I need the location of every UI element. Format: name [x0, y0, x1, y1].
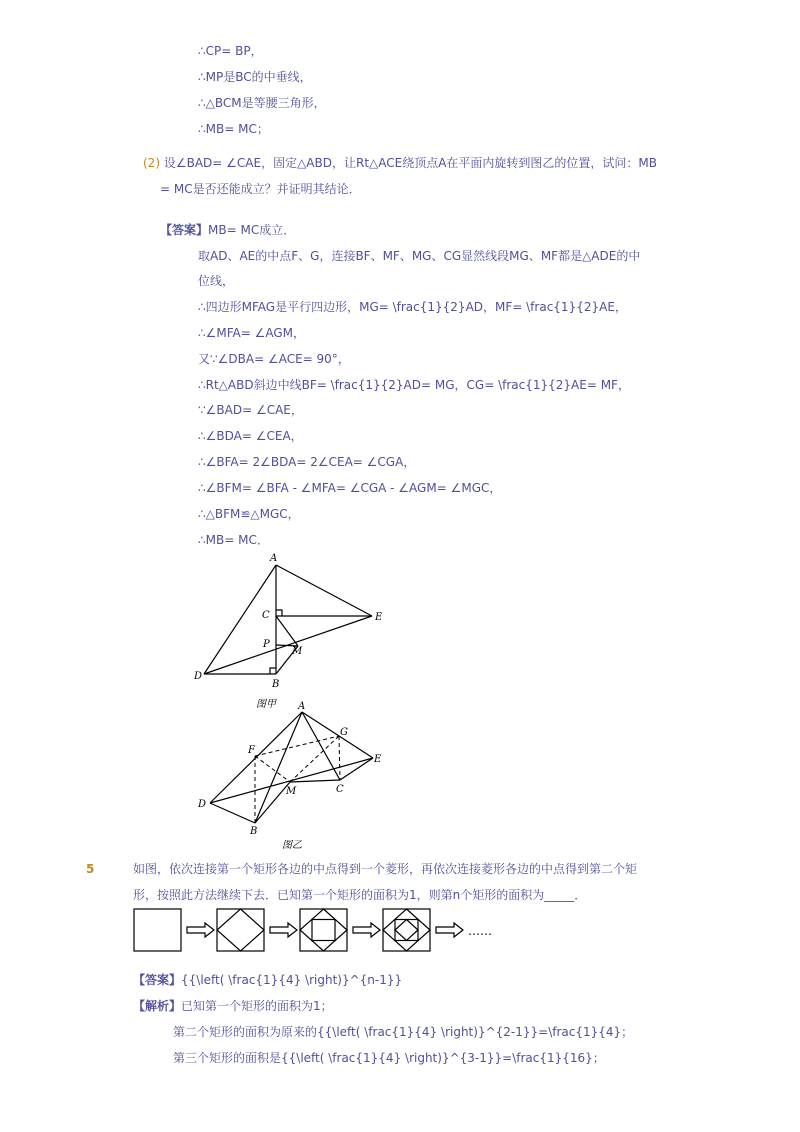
- proof-line: ∴MB= MC；: [198, 122, 269, 136]
- label-B: B: [250, 826, 258, 837]
- label-C: C: [336, 784, 344, 795]
- answer-line: 又∵∠DBA= ∠ACE= 90°，: [198, 352, 350, 366]
- answer-line: ∴Rt△ABD斜边中线BF= \frac{1}{2}AD= MG，CG= \frac{1}{2}AE= MF，: [198, 378, 630, 392]
- question-2-label: (2): [143, 156, 160, 170]
- figure-caption: 图甲: [256, 699, 276, 710]
- answer-line: 位线，: [198, 274, 235, 288]
- answer-tag: 【答案】: [160, 223, 209, 237]
- label-A: A: [298, 701, 306, 712]
- arrow-icon: [353, 923, 380, 937]
- label-M: M: [286, 786, 297, 797]
- proof-line: ∴MP是BC的中垂线，: [198, 70, 312, 84]
- question-2-line1: 设∠BAD= ∠CAE，固定△ABD，让Rt△ACE绕顶点A在平面内旋转到图乙的位置，试问：MB: [163, 156, 658, 170]
- label-E: E: [375, 612, 383, 623]
- answer-tag: 【答案】: [133, 973, 182, 987]
- answer-line: ∴四边形MFAG是平行四边形，MG= \frac{1}{2}AD，MF= \frac{1}{2}AE，: [198, 300, 627, 314]
- analysis-line: 第二个矩形的面积为原来的{{\left( \frac{1}{4} \right)}^{2-1}}=\frac{1}{4}；: [173, 1025, 634, 1039]
- question-number: 5: [86, 862, 95, 876]
- arrow-icon: [270, 923, 297, 937]
- answer-2-head: [160, 222, 295, 238]
- answer-2-conclusion: MB= MC成立．: [208, 223, 296, 237]
- proof-line: ∴CP= BP，: [198, 44, 263, 58]
- nested-rectangles-figure: [130, 905, 500, 955]
- ellipsis: ……: [468, 924, 492, 938]
- label-A: A: [270, 553, 278, 564]
- answer-line: 取AD、AE的中点F、G，连接BF、MF、MG、CG显然线段MG、MF都是△ADE的中: [198, 249, 641, 263]
- label-G: G: [340, 727, 348, 738]
- label-B: B: [272, 679, 280, 690]
- arrow-icon: [436, 923, 463, 937]
- answer-line: ∴∠MFA= ∠AGM，: [198, 326, 306, 340]
- answer-line: ∴∠BDA= ∠CEA，: [198, 429, 303, 443]
- figure-yi: [190, 700, 400, 855]
- question-5-line1: 如图，依次连接第一个矩形各边的中点得到一个菱形，再依次连接菱形各边的中点得到第二个矩: [133, 862, 638, 876]
- figure-caption: 图乙: [282, 840, 302, 851]
- figure-jia: [190, 550, 390, 715]
- answer-5-formula: {{\left( \frac{1}{4} \right)}^{n-1}}: [181, 973, 403, 987]
- analysis-5: [133, 998, 333, 1014]
- answer-line: ∵∠BAD= ∠CAE，: [198, 403, 303, 417]
- question-2: [143, 155, 657, 171]
- question-5-line2: 形，按照此方法继续下去．已知第一个矩形的面积为1，则第n个矩形的面积为_____．: [133, 888, 587, 902]
- proof-line: ∴△BCM是等腰三角形，: [198, 96, 326, 110]
- label-F: F: [248, 745, 255, 756]
- label-P: P: [263, 639, 270, 650]
- label-C: C: [262, 610, 270, 621]
- answer-line: ∴∠BFM= ∠BFA - ∠MFA= ∠CGA - ∠AGM= ∠MGC，: [198, 481, 502, 495]
- label-M: M: [292, 646, 303, 657]
- analysis-tag: 【解析】: [133, 999, 182, 1013]
- label-D: D: [194, 671, 203, 682]
- answer-line: ∴∠BFA= 2∠BDA= 2∠CEA= ∠CGA，: [198, 455, 416, 469]
- analysis-5-text: 已知第一个矩形的面积为1；: [181, 999, 333, 1013]
- answer-line: ∴MB= MC．: [198, 533, 269, 547]
- analysis-line: 第三个矩形的面积是{{\left( \frac{1}{4} \right)}^{3-1}}=\frac{1}{16}；: [173, 1051, 605, 1065]
- label-D: D: [198, 799, 207, 810]
- arrow-icon: [187, 923, 214, 937]
- answer-line: ∴△BFM≌△MGC，: [198, 507, 300, 521]
- answer-5: [133, 972, 402, 988]
- question-2-line2: = MC是否还能成立？并证明其结论．: [160, 182, 361, 196]
- label-E: E: [374, 754, 382, 765]
